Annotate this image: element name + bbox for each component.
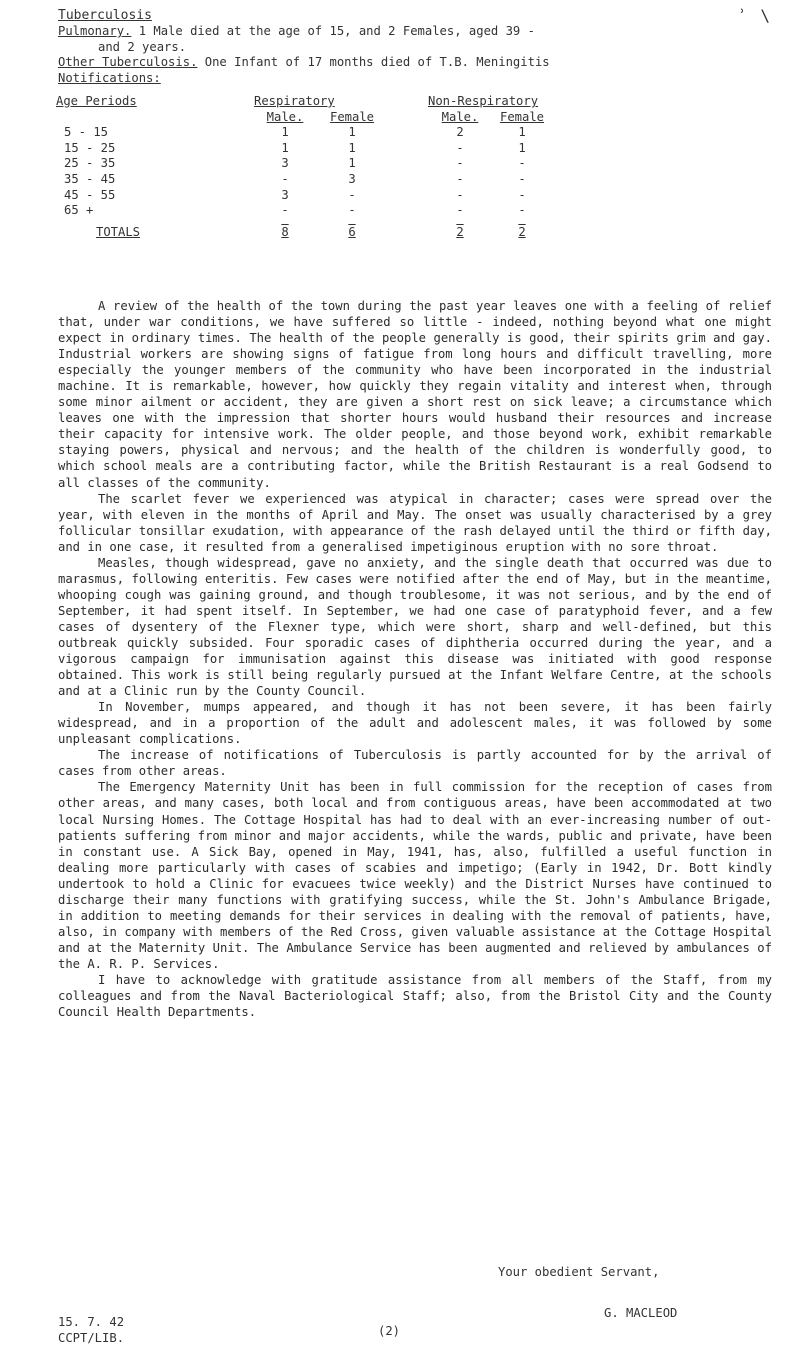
total-resp-male: 8 [281, 224, 289, 239]
age-header: Age Periods [56, 94, 137, 108]
notifications-label: Notifications: [58, 70, 161, 85]
other-tb-line [58, 55, 758, 71]
section-heading: Tuberculosis [58, 8, 152, 23]
total-resp-female: 6 [348, 224, 356, 239]
table-row: 25 - 35 3 1 - - [64, 156, 526, 171]
other-tb-text: One Infant of 17 months died of T.B. Meningitis [197, 55, 550, 69]
page-number: (2) [378, 1324, 401, 1338]
reference-code: CCPT/LIB. [58, 1331, 125, 1345]
table-subheader-row [56, 110, 552, 126]
totals-label: TOTALS [96, 224, 141, 239]
other-tb-label: Other Tuberculosis. [58, 55, 198, 69]
table-row: 65 + - - - - [64, 203, 526, 218]
table-header-row [56, 94, 552, 110]
total-nonresp-female: 2 [518, 224, 526, 239]
resp-female-header: Female [329, 109, 375, 124]
tuberculosis-intro [58, 24, 758, 86]
paragraph: The Emergency Maternity Unit has been in full commission for the reception of cases from other areas, and many cases, both local and from contiguous areas, have been accommodated at two local Nursing Homes. The Cottage Hospital has had to deal with an ever-increasing number of out-patients suffering from minor and major accidents, while the wards, public and private, have been in constant use. A Sick Bay, opened in May, 1941, has, also, fulfilled a useful function in dealing more particularly with cases of scabies and impetigo; (Early in 1942, Dr. Bott kindly undertook to hold a Clinic for evacuees twice weekly) and the District Nurses have continued to discharge their many functions with gratifying success, while the St. John's Ambulance Brigade, in addition to meeting demands for their services in dealing with the removal of patients, have, also, in company with members of the Red Cross, given valuable assistance at the Cottage Hospital and at the Maternity Unit. The Ambulance Service has been augmented and relieved by ambulances of the A. R. P. Services. [58, 780, 772, 971]
paragraph: The increase of notifications of Tuberculosis is partly accounted for by the arrival of cases from other areas. [58, 748, 772, 779]
nonresp-male-header: Male. [441, 109, 479, 124]
table-row: 45 - 55 3 - - - [64, 187, 526, 202]
non-respiratory-header: Non-Respiratory [428, 94, 539, 108]
paragraph: In November, mumps appeared, and though it has not been severe, it has been fairly widespread, and in a proportion of the adult and adolescent males, it was followed by some unpleasant complications. [58, 700, 772, 747]
report-body [58, 298, 772, 1020]
paragraph: The scarlet fever we experienced was atypical in character; cases were spread over the year, with eleven in the months of April and May. The onset was usually characterised by a grey follicular tonsillar exudation, with appearance of the rash delayed until the third or fifth day, and in one case, it resulted from a generalised impetiginous eruption with no sore throat. [58, 491, 772, 554]
pulmonary-label: Pulmonary. [58, 24, 132, 38]
table-row: 35 - 45 - 3 - - [64, 171, 526, 186]
pulmonary-line [58, 24, 758, 40]
paragraph: A review of the health of the town during the past year leaves one with a feeling of relief that, under war conditions, we have suffered so little - indeed, nothing beyond what one might expect in ordinary times. The health of the people generally is good, their spirits grim and gay. Industrial workers are showing signs of fatigue from long hours and difficult travelling, more especially the younger members of the community who have been incorporated in the industrial machine. It is remarkable, however, how quickly they regain vitality and interest when, through some minor ailment or accident, they are given a short rest on sick leave; a circumstance which leaves one with the impression that shorter hours would husband their resources and increase their capacity for intensive work. The older people, and those beyond work, exhibit remarkable staying powers, physical and nervous; and the health of the children is wonderfully good, to which school meals are a contributing factor, while the British Restaurant is a real Godsend to all classes of the community. [58, 299, 772, 490]
notifications-table [56, 94, 552, 240]
corner-tick-mark: ʾ \ [737, 6, 772, 25]
report-date: 15. 7. 42 [58, 1315, 125, 1329]
signer-name: G. MACLEOD [604, 1306, 678, 1320]
totals-row [56, 219, 552, 241]
paragraph: I have to acknowledge with gratitude assistance from all members of the Staff, from my colleagues and from the Naval Bacteriological Staff; also, from the Bristol City and the County Council Health Departments. [58, 972, 772, 1020]
resp-male-header: Male. [266, 109, 304, 124]
date-and-reference [58, 1314, 124, 1346]
paragraph: Measles, though widespread, gave no anxiety, and the single death that occurred was due to marasmus, following enteritis. Few cases were notified after the end of May, but in the meantime, whooping cough was gaining ground, and though troublesome, it was not serious, and by the end of September, it had spent itself. In September, we had one case of paratyphoid fever, and a few cases of dysentery of the Flexner type, which were short, sharp and well-defined, but this outbreak quickly subsided. Four sporadic cases of diphtheria occurred during the year, and a vigorous campaign for immunisation against this disease was initiated with good response obtained. This work is still being regularly pursued at the Infant Welfare Centre, at the schools and at a Clinic run by the County Council. [58, 555, 772, 699]
pulmonary-line-2: and 2 years. [98, 39, 187, 54]
closing-salutation: Your obedient Servant, [498, 1265, 660, 1279]
nonresp-female-header: Female [499, 109, 545, 124]
table-row: 15 - 25 1 1 - 1 [64, 140, 526, 155]
pulmonary-text: 1 Male died at the age of 15, and 2 Females, aged 39 - [131, 24, 535, 38]
table-row: 5 - 15 1 1 2 1 [64, 125, 526, 140]
total-nonresp-male: 2 [456, 224, 464, 239]
respiratory-header: Respiratory [254, 94, 335, 108]
